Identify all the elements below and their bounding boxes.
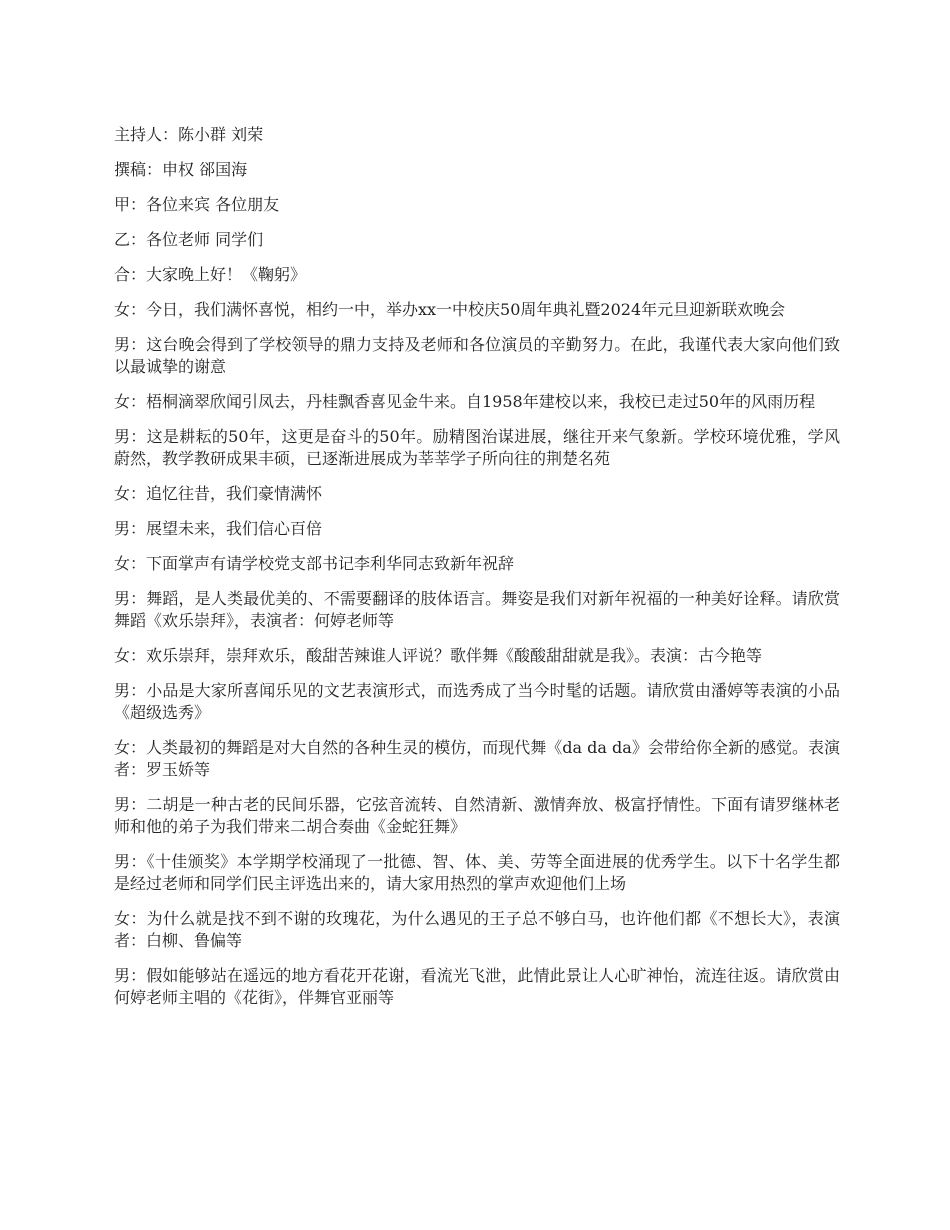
paragraph-line: 男：这台晚会得到了学校领导的鼎力支持及老师和各位演员的辛勤努力。在此，我谨代表大家向他们致以最诚挚的谢意 xyxy=(114,335,840,376)
paragraph-line: 女：欢乐崇拜，崇拜欢乐，酸甜苦辣谁人评说？歌伴舞《酸酸甜甜就是我》。表演：古今艳等 xyxy=(114,646,763,665)
paragraph-line: 女：人类最初的舞蹈是对大自然的各种生灵的模仿，而现代舞《da da da》会带给你全新的感觉。表演者：罗玉娇等 xyxy=(114,738,840,779)
paragraph-line: 乙：各位老师 同学们 xyxy=(114,230,264,249)
script-body xyxy=(114,124,840,1022)
paragraph-line: 男：展望未来，我们信心百倍 xyxy=(114,519,323,538)
paragraph-line: 女：为什么就是找不到不谢的玫瑰花，为什么遇见的王子总不够白马，也许他们都《不想长大》，表演者：白柳、鲁偏等 xyxy=(114,909,840,950)
paragraph-line: 男：假如能够站在遥远的地方看花开花谢，看流光飞泄，此情此景让人心旷神怡，流连往返。请欣赏由何婷老师主唱的《花街》，伴舞官亚丽等 xyxy=(114,966,840,1007)
paragraph-writers: 撰稿：申权 郤国海 xyxy=(114,160,248,179)
paragraph-line: 男：二胡是一种古老的民间乐器，它弦音流转、自然清新、激情奔放、极富抒情性。下面有请罗继林老师和他的弟子为我们带来二胡合奏曲《金蛇狂舞》 xyxy=(114,795,840,836)
paragraph-hosts: 主持人：陈小群 刘荣 xyxy=(114,125,264,144)
paragraph-line: 女：今日，我们满怀喜悦，相约一中，举办xx一中校庆50周年典礼暨2024年元旦迎新联欢晚会 xyxy=(114,300,786,319)
paragraph-line: 女：下面掌声有请学校党支部书记李利华同志致新年祝辞 xyxy=(114,554,515,573)
paragraph-line: 女：追忆往昔，我们豪情满怀 xyxy=(114,484,323,503)
paragraph-line: 男：舞蹈，是人类最优美的、不需要翻译的肢体语言。舞姿是我们对新年祝福的一种美好诠释。请欣赏舞蹈《欢乐崇拜》，表演者：何婷老师等 xyxy=(114,589,840,630)
paragraph-line: 合：大家晚上好！《鞠躬》 xyxy=(114,265,307,284)
paragraph-line: 女：梧桐滴翠欣闻引凤去，丹桂飘香喜见金牛来。自1958年建校以来，我校已走过50年的风雨历程 xyxy=(114,392,816,411)
paragraph-line: 男：这是耕耘的50年，这更是奋斗的50年。励精图治谋进展，继往开来气象新。学校环境优雅，学风蔚然，教学教研成果丰硕，已逐渐进展成为莘莘学子所向往的荆楚名苑 xyxy=(114,427,840,468)
paragraph-line: 男：小品是大家所喜闻乐见的文艺表演形式，而选秀成了当今时髦的话题。请欣赏由潘婷等表演的小品《超级选秀》 xyxy=(114,681,840,722)
paragraph-line: 男：《十佳颁奖》本学期学校涌现了一批德、智、体、美、劳等全面进展的优秀学生。以下十名学生都是经过老师和同学们民主评选出来的，请大家用热烈的掌声欢迎他们上场 xyxy=(114,852,840,893)
paragraph-line: 甲：各位来宾 各位朋友 xyxy=(114,195,280,214)
